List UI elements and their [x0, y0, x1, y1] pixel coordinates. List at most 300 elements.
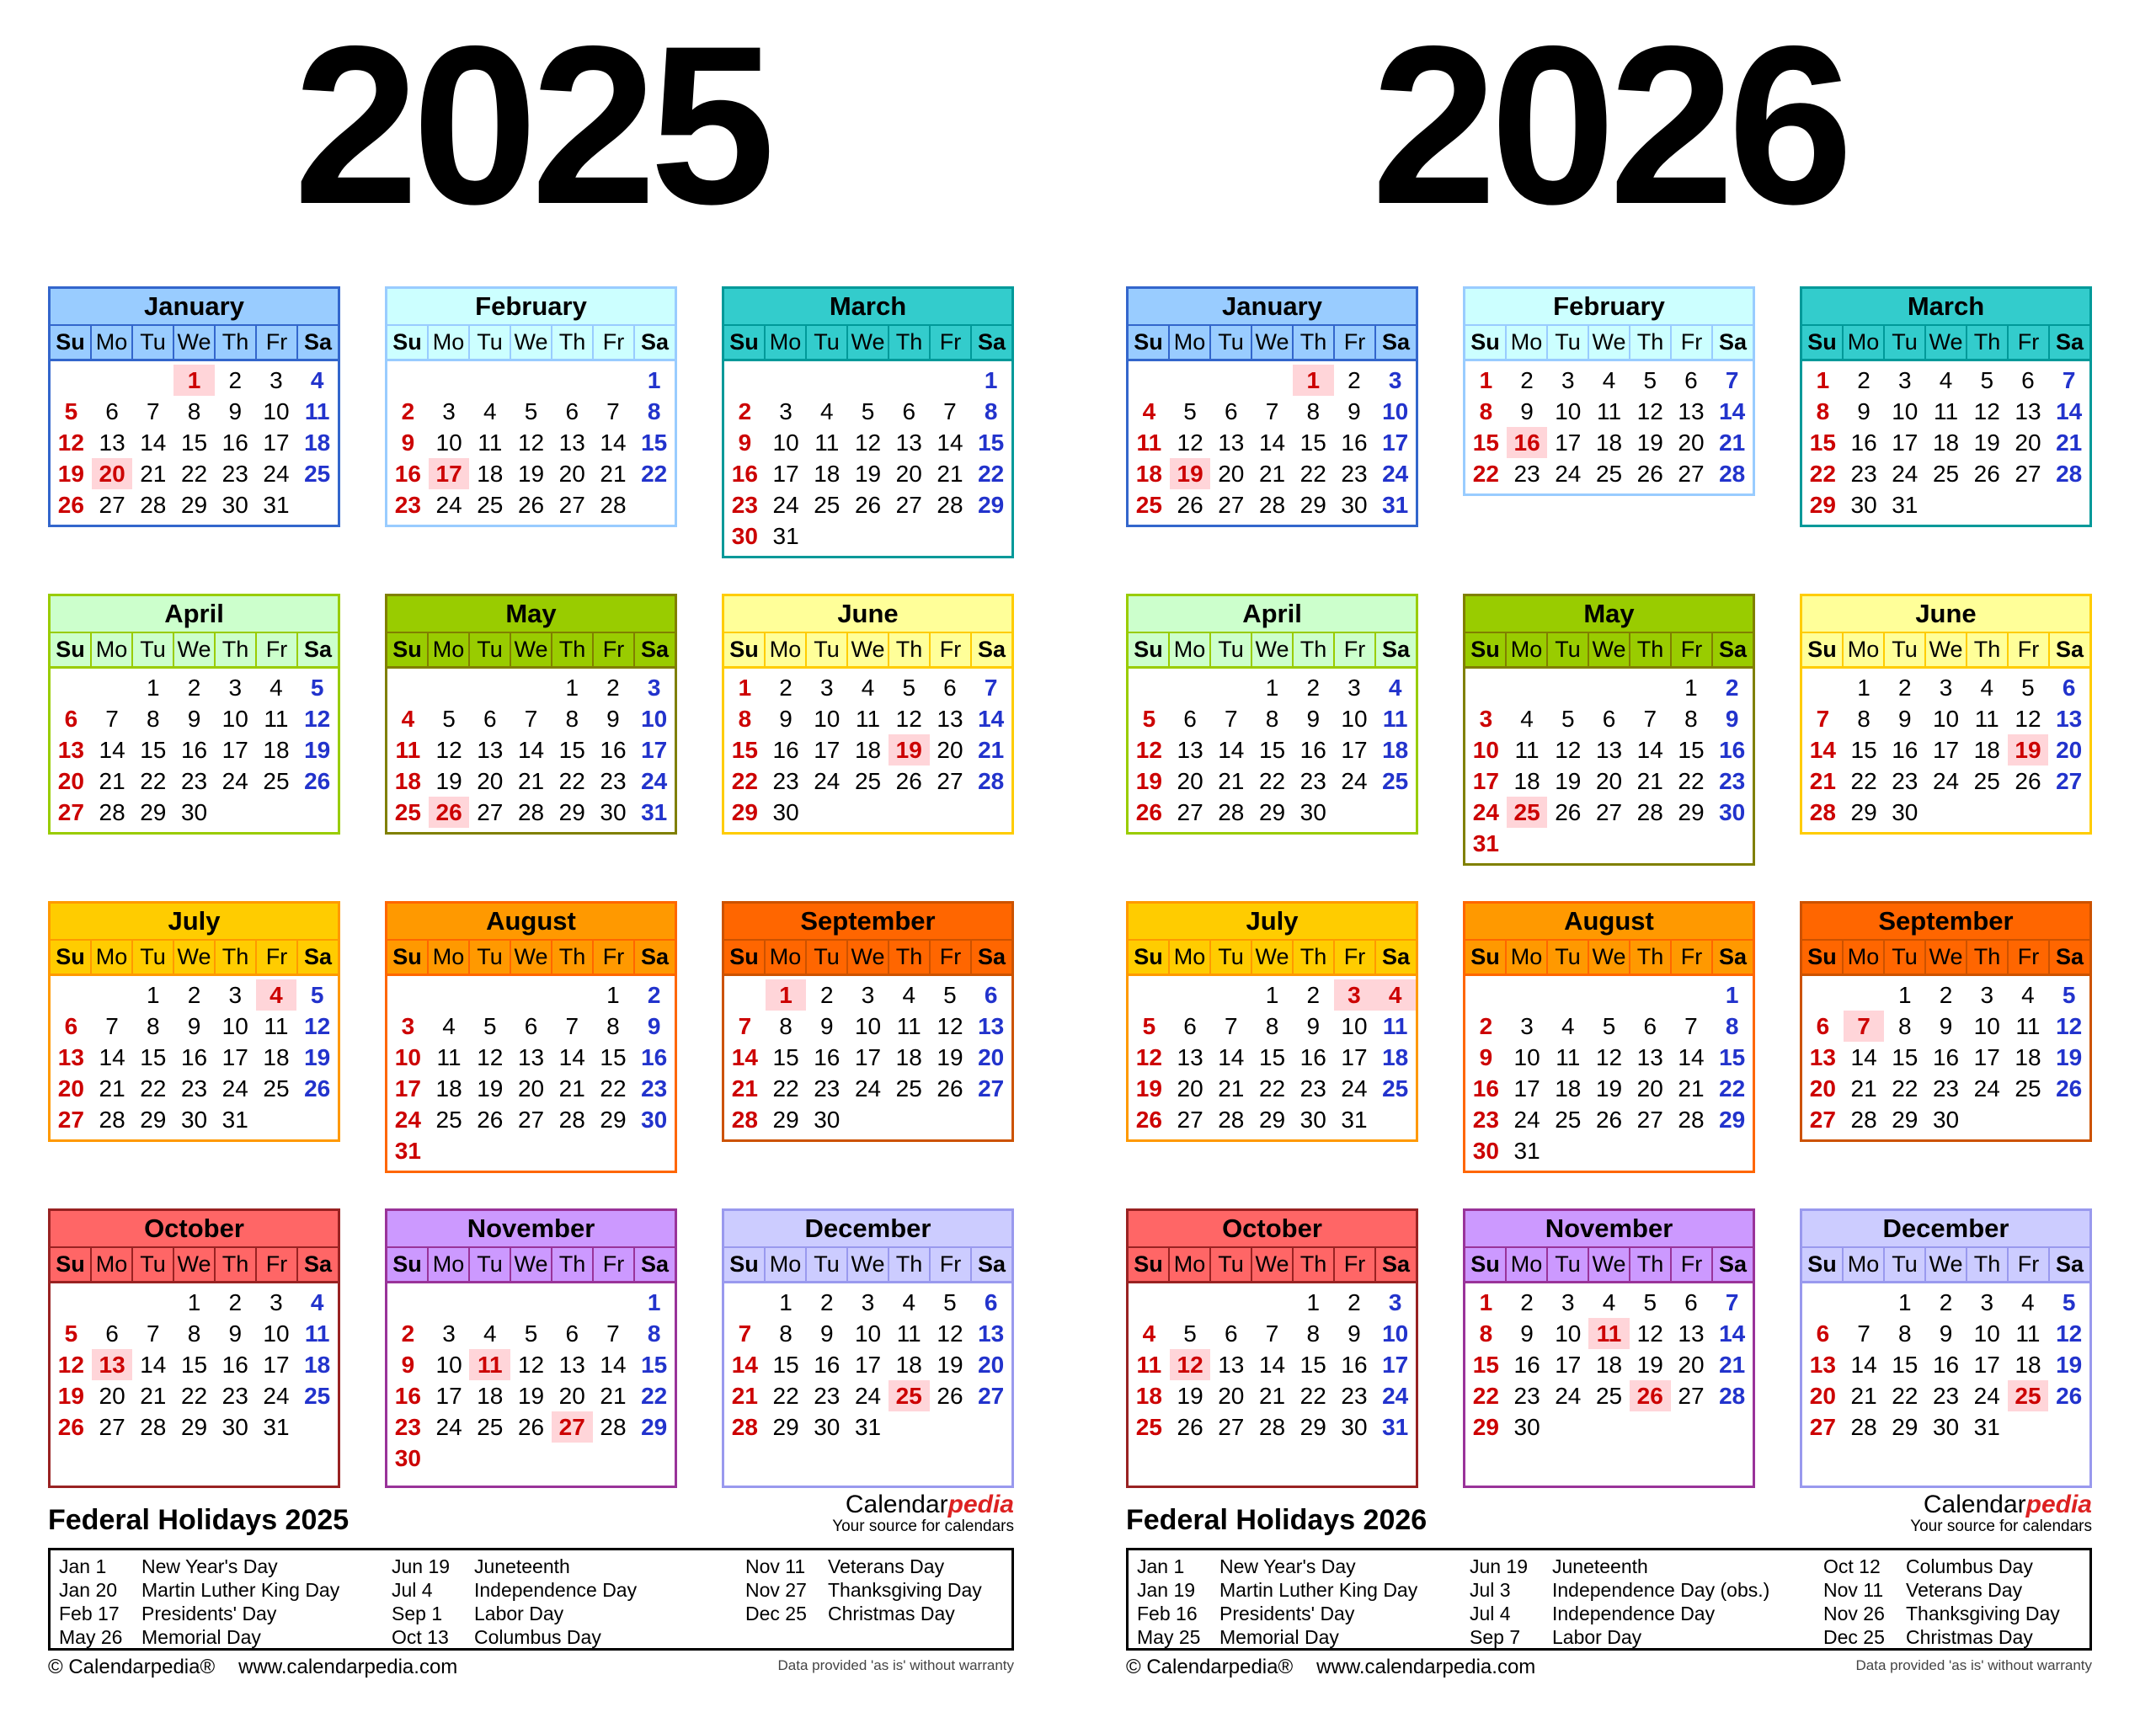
date-grid: [1802, 361, 2089, 525]
day-cell: 1: [187, 1289, 201, 1315]
logo-text-black: Calendar: [1923, 1491, 2026, 1518]
weekday-cell: Tu: [1209, 326, 1251, 359]
day-cell: 16: [180, 1044, 208, 1070]
date-grid: [724, 1283, 1011, 1486]
day-cell: 17: [814, 737, 841, 763]
day-cell: 8: [187, 1320, 201, 1347]
weekday-cell: Su: [1470, 944, 1500, 969]
empty-day-cell: [724, 979, 766, 1011]
day-cell: 6: [943, 675, 957, 701]
month-name: December: [724, 1211, 1011, 1248]
week-row: [724, 1287, 1011, 1318]
day-cell: 9: [1348, 1320, 1361, 1347]
website-url[interactable]: www.calendarpedia.com: [238, 1656, 458, 1678]
weekday-cell: Th: [214, 326, 255, 359]
day-cell: 23: [180, 768, 208, 794]
day-cell: 19: [57, 1383, 84, 1409]
day-cell: 5: [861, 398, 875, 424]
weekday-cell: Sa: [296, 633, 338, 666]
weekday-cell: Fr: [1670, 941, 1711, 974]
day-cell: 26: [1636, 461, 1663, 487]
weekday-header-row: [387, 326, 675, 361]
holiday-date: Feb 16: [1137, 1603, 1198, 1624]
weekday-cell: Tu: [131, 633, 173, 666]
day-cell: 8: [1684, 706, 1698, 732]
day-cell: 24: [1892, 461, 1919, 487]
day-cell: 8: [1898, 1013, 1912, 1039]
week-row: [51, 703, 338, 734]
day-cell: 28: [978, 768, 1005, 794]
day-cell: 25: [2015, 1075, 2041, 1102]
weekday-cell: Sa: [1711, 1248, 1753, 1281]
day-cell: 9: [820, 1320, 834, 1347]
weekday-cell: Tu: [805, 633, 846, 666]
day-cell: 16: [1513, 1352, 1540, 1378]
day-cell: 3: [1898, 367, 1912, 393]
day-cell: 18: [814, 461, 841, 487]
holiday-day-cell: 27: [552, 1411, 593, 1443]
day-cell: 4: [270, 675, 283, 701]
logo-tagline: Your source for calendars: [1910, 1518, 2092, 1535]
weekday-cell: Th: [551, 633, 592, 666]
day-cell: 19: [854, 461, 882, 487]
empty-day-cell: [1129, 672, 1170, 703]
day-cell: 14: [1678, 1044, 1705, 1070]
empty-day-cell: [593, 1287, 634, 1318]
day-cell: 11: [264, 706, 289, 732]
week-row: [1802, 1104, 2089, 1135]
day-cell: 17: [221, 737, 248, 763]
holiday-date: Sep 1: [392, 1603, 443, 1624]
day-cell: 4: [1142, 1320, 1156, 1347]
day-cell: 11: [1136, 429, 1162, 456]
empty-day-cell: [552, 1443, 593, 1474]
weekday-cell: Sa: [633, 1248, 675, 1281]
day-cell: 9: [1857, 398, 1870, 424]
date-grid: [1465, 669, 1753, 863]
copyright-text: © Calendarpedia® www.calendarpedia.com: [48, 1656, 458, 1678]
day-cell: 12: [1555, 737, 1582, 763]
day-cell: 14: [1719, 398, 1746, 424]
day-cell: 24: [772, 492, 799, 518]
empty-day-cell: [429, 1135, 470, 1166]
weekday-cell: Fr: [929, 1248, 970, 1281]
day-cell: 22: [1719, 1075, 1746, 1102]
holiday-name: Veterans Day: [828, 1555, 945, 1577]
holiday-row: [1137, 1578, 1470, 1602]
empty-day-cell: [1844, 979, 1885, 1011]
day-cell: 7: [524, 706, 538, 732]
day-cell: 1: [1479, 1289, 1493, 1315]
day-cell: 17: [221, 1044, 248, 1070]
date-grid: [387, 1283, 675, 1486]
weekday-cell: Fr: [592, 633, 633, 666]
holidays-heading-2026: Federal Holidays 2026: [1126, 1504, 1428, 1536]
week-row: [1129, 396, 1416, 427]
empty-day-cell: [2008, 1411, 2049, 1443]
weekday-cell: Su: [1134, 1251, 1163, 1277]
empty-day-cell: [806, 797, 847, 828]
weekday-cell: Sa: [1711, 633, 1753, 666]
empty-day-cell: [593, 365, 634, 396]
day-cell: 12: [1636, 398, 1663, 424]
weekday-cell: Su: [392, 1251, 422, 1277]
empty-day-cell: [1967, 1104, 2008, 1135]
empty-day-cell: [889, 1104, 930, 1135]
week-row: [724, 1318, 1011, 1349]
day-cell: 13: [1678, 1320, 1705, 1347]
day-cell: 13: [937, 706, 963, 732]
month-name: April: [1129, 596, 1416, 633]
day-cell: 27: [1636, 1107, 1663, 1133]
empty-day-cell: [552, 1287, 593, 1318]
day-cell: 24: [435, 492, 462, 518]
day-cell: 9: [1939, 1013, 1953, 1039]
week-row: [1802, 458, 2089, 489]
weekday-cell: Mo: [1168, 633, 1209, 666]
day-cell: 26: [304, 768, 331, 794]
day-cell: 14: [1636, 737, 1663, 763]
day-cell: 31: [641, 799, 668, 825]
holiday-name: Labor Day: [474, 1603, 564, 1624]
day-cell: 5: [64, 398, 78, 424]
empty-day-cell: [469, 1287, 510, 1318]
empty-day-cell: [930, 520, 971, 552]
weekday-cell: Mo: [764, 941, 805, 974]
month-name: June: [1802, 596, 2089, 633]
weekday-cell: Su: [392, 637, 422, 662]
weekday-cell: We: [846, 326, 888, 359]
weekday-cell: Su: [1807, 637, 1837, 662]
month-calendar-december-2025: [722, 1208, 1014, 1488]
week-row: [1129, 1380, 1416, 1411]
holiday-row: [59, 1555, 392, 1578]
day-cell: 9: [1898, 706, 1912, 732]
day-cell: 29: [1258, 1107, 1286, 1133]
day-cell: 20: [937, 737, 963, 763]
day-cell: 23: [221, 461, 248, 487]
week-row: [387, 672, 675, 703]
week-row: [1802, 1073, 2089, 1104]
weekday-cell: Mo: [90, 633, 131, 666]
empty-day-cell: [847, 1104, 889, 1135]
day-cell: 29: [772, 1414, 799, 1440]
day-cell: 27: [57, 799, 84, 825]
day-cell: 9: [1306, 706, 1321, 732]
day-cell: 12: [1135, 737, 1162, 763]
week-row: [724, 1380, 1011, 1411]
day-cell: 15: [1258, 1044, 1286, 1070]
weekday-cell: Tu: [1209, 633, 1251, 666]
weekday-cell: Tu: [805, 1248, 846, 1281]
day-cell: 27: [1809, 1414, 1836, 1440]
week-row: [1129, 1287, 1416, 1318]
week-row: [387, 1135, 675, 1166]
day-cell: 8: [1725, 1013, 1739, 1039]
month-row: [1126, 594, 2092, 866]
day-cell: 27: [2015, 461, 2041, 487]
day-cell: 20: [2056, 737, 2083, 763]
day-cell: 2: [1898, 675, 1912, 701]
day-cell: 20: [1678, 429, 1705, 456]
day-cell: 13: [558, 429, 585, 456]
empty-day-cell: [1925, 797, 1967, 828]
day-cell: 1: [1306, 1289, 1321, 1315]
day-cell: 7: [1643, 706, 1657, 732]
week-row: [1129, 1349, 1416, 1380]
day-cell: 24: [221, 768, 248, 794]
day-cell: 25: [263, 768, 290, 794]
week-row: [1465, 828, 1753, 859]
day-cell: 10: [1341, 1013, 1368, 1039]
weekday-cell: Th: [214, 1248, 255, 1281]
weekday-cell: We: [510, 941, 551, 974]
day-cell: 12: [895, 706, 922, 732]
day-cell: 11: [2015, 1320, 2041, 1347]
day-cell: 26: [477, 1107, 504, 1133]
weekday-cell: Sa: [2048, 1248, 2089, 1281]
empty-day-cell: [1802, 1287, 1844, 1318]
day-cell: 13: [57, 737, 84, 763]
day-cell: 28: [517, 799, 545, 825]
holidays-box-2025: [48, 1548, 1014, 1651]
logo-text-black: Calendar: [845, 1491, 948, 1518]
day-cell: 10: [221, 1013, 248, 1039]
holiday-day-cell: 19: [1170, 458, 1211, 489]
day-cell: 31: [221, 1107, 248, 1133]
weekday-cell: Su: [729, 1251, 759, 1277]
day-cell: 6: [2021, 367, 2035, 393]
day-cell: 11: [304, 398, 330, 424]
holiday-row: [1470, 1578, 1823, 1602]
empty-day-cell: [256, 797, 297, 828]
week-row: [1465, 396, 1753, 427]
day-cell: 20: [1636, 1075, 1663, 1102]
day-cell: 16: [1932, 1352, 1960, 1378]
day-cell: 5: [943, 982, 957, 1008]
day-cell: 24: [854, 1075, 882, 1102]
disclaimer-text: Data provided 'as is' without warranty: [777, 1657, 1014, 1673]
day-cell: 27: [978, 1383, 1005, 1409]
day-cell: 16: [641, 1044, 668, 1070]
day-cell: 14: [2056, 398, 2083, 424]
day-cell: 17: [1341, 1044, 1368, 1070]
day-cell: 22: [772, 1383, 799, 1409]
day-cell: 31: [1382, 492, 1409, 518]
month-name: October: [51, 1211, 338, 1248]
date-grid: [387, 361, 675, 525]
weekday-cell: Tu: [1883, 633, 1924, 666]
day-cell: 4: [483, 1320, 497, 1347]
empty-day-cell: [51, 979, 92, 1011]
weekday-cell: Sa: [1374, 941, 1416, 974]
day-cell: 2: [1479, 1013, 1493, 1039]
day-cell: 25: [394, 799, 421, 825]
weekday-cell: Fr: [1333, 326, 1374, 359]
day-cell: 14: [1218, 737, 1245, 763]
day-cell: 4: [1561, 1013, 1575, 1039]
weekday-cell: Sa: [1711, 326, 1753, 359]
empty-day-cell: [1802, 979, 1844, 1011]
day-cell: 18: [304, 429, 331, 456]
day-cell: 21: [140, 461, 167, 487]
empty-day-cell: [510, 1135, 552, 1166]
day-cell: 9: [606, 706, 620, 732]
date-grid: [51, 976, 338, 1139]
day-cell: 19: [1636, 1352, 1663, 1378]
day-cell: 31: [1472, 830, 1499, 856]
day-cell: 19: [937, 1352, 963, 1378]
week-row: [724, 797, 1011, 828]
holiday-date: Jan 19: [1137, 1579, 1196, 1601]
holiday-row: [1137, 1555, 1470, 1578]
day-cell: 23: [180, 1075, 208, 1102]
day-cell: 27: [978, 1075, 1005, 1102]
week-row: [724, 1104, 1011, 1135]
holiday-date: Jun 19: [1470, 1555, 1529, 1577]
day-cell: 18: [435, 1075, 462, 1102]
day-cell: 30: [1299, 799, 1326, 825]
day-cell: 8: [1479, 398, 1493, 424]
day-cell: 12: [304, 706, 331, 732]
day-cell: 2: [1939, 1289, 1953, 1315]
day-cell: 18: [895, 1352, 922, 1378]
week-row: [1802, 1011, 2089, 1042]
weekday-cell: Th: [214, 941, 255, 974]
day-cell: 11: [264, 1013, 289, 1039]
day-cell: 8: [147, 1013, 160, 1039]
week-row: [387, 427, 675, 458]
disclaimer-text: Data provided 'as is' without warranty: [1855, 1657, 2092, 1673]
weekday-cell: Mo: [1505, 1248, 1546, 1281]
empty-day-cell: [469, 672, 510, 703]
day-cell: 16: [1472, 1075, 1499, 1102]
day-cell: 21: [1636, 768, 1663, 794]
week-row: [724, 427, 1011, 458]
day-cell: 7: [147, 1320, 160, 1347]
day-cell: 9: [187, 1013, 201, 1039]
day-cell: 16: [600, 737, 627, 763]
day-cell: 1: [147, 675, 160, 701]
day-cell: 3: [647, 675, 661, 701]
weekday-cell: Su: [56, 329, 85, 355]
day-cell: 6: [1225, 1320, 1238, 1347]
day-cell: 11: [1933, 398, 1959, 424]
month-name: November: [387, 1211, 675, 1248]
empty-day-cell: [296, 489, 338, 520]
holiday-day-cell: 7: [1844, 1011, 1885, 1042]
day-cell: 29: [140, 1107, 167, 1133]
day-cell: 27: [1218, 492, 1245, 518]
day-cell: 27: [99, 492, 125, 518]
day-cell: 13: [558, 1352, 585, 1378]
empty-day-cell: [970, 520, 1011, 552]
day-cell: 5: [2062, 982, 2076, 1008]
holiday-column: [392, 1555, 745, 1648]
day-cell: 9: [228, 398, 243, 424]
day-cell: 26: [304, 1075, 331, 1102]
weekday-cell: Fr: [2007, 941, 2048, 974]
day-cell: 12: [1135, 1044, 1162, 1070]
weekday-cell: Th: [214, 633, 255, 666]
empty-day-cell: [1210, 672, 1251, 703]
day-cell: 29: [1892, 1414, 1919, 1440]
weekday-cell: Fr: [592, 1248, 633, 1281]
day-cell: 21: [1218, 768, 1245, 794]
day-cell: 9: [738, 429, 752, 456]
day-cell: 11: [855, 706, 881, 732]
holiday-date: Dec 25: [1823, 1626, 1885, 1648]
day-cell: 2: [228, 1289, 243, 1315]
weekday-header-row: [1465, 633, 1753, 669]
weekday-cell: Tu: [805, 326, 846, 359]
day-cell: 25: [304, 1383, 331, 1409]
weekday-header-row: [51, 941, 338, 976]
empty-day-cell: [51, 672, 92, 703]
week-row: [1465, 734, 1753, 765]
day-cell: 22: [1472, 1383, 1499, 1409]
day-cell: 29: [1892, 1107, 1919, 1133]
website-url[interactable]: www.calendarpedia.com: [1316, 1656, 1536, 1678]
week-row: [51, 765, 338, 797]
day-cell: 20: [558, 1383, 585, 1409]
holiday-row: [392, 1555, 745, 1578]
weekday-cell: Fr: [1333, 633, 1374, 666]
week-row: [1465, 797, 1753, 828]
weekday-cell: Th: [888, 633, 929, 666]
day-cell: 6: [1816, 1320, 1830, 1347]
day-cell: 9: [228, 1320, 243, 1347]
day-cell: 29: [1472, 1414, 1499, 1440]
holiday-day-cell: 4: [1374, 979, 1416, 1011]
day-cell: 6: [105, 1320, 119, 1347]
day-cell: 7: [1684, 1013, 1698, 1039]
empty-day-cell: [469, 1135, 510, 1166]
weekday-cell: Th: [888, 941, 929, 974]
day-cell: 11: [814, 429, 840, 456]
day-cell: 2: [1520, 1289, 1534, 1315]
day-cell: 21: [731, 1383, 758, 1409]
week-row: [51, 1287, 338, 1318]
day-cell: 24: [435, 1414, 462, 1440]
day-cell: 13: [1595, 737, 1623, 763]
date-grid: [1129, 1283, 1416, 1486]
holiday-name: Thanksgiving Day: [1906, 1603, 2060, 1624]
date-grid: [1129, 361, 1416, 525]
day-cell: 14: [99, 1044, 125, 1070]
weekday-cell: Tu: [1546, 941, 1588, 974]
day-cell: 17: [263, 1352, 290, 1378]
holiday-day-cell: 26: [429, 797, 470, 828]
day-cell: 17: [394, 1075, 421, 1102]
day-cell: 14: [731, 1044, 758, 1070]
day-cell: 20: [978, 1044, 1005, 1070]
month-name: November: [1465, 1211, 1753, 1248]
day-cell: 20: [1218, 1383, 1245, 1409]
holiday-name: New Year's Day: [1219, 1555, 1356, 1577]
empty-day-cell: [510, 1443, 552, 1474]
day-cell: 6: [984, 1289, 998, 1315]
day-cell: 21: [1258, 461, 1286, 487]
day-cell: 22: [1258, 1075, 1286, 1102]
day-cell: 5: [524, 398, 538, 424]
day-cell: 21: [140, 1383, 167, 1409]
week-row: [387, 1318, 675, 1349]
date-grid: [724, 976, 1011, 1139]
day-cell: 22: [1258, 768, 1286, 794]
day-cell: 5: [442, 706, 456, 732]
holiday-row: [392, 1578, 745, 1602]
